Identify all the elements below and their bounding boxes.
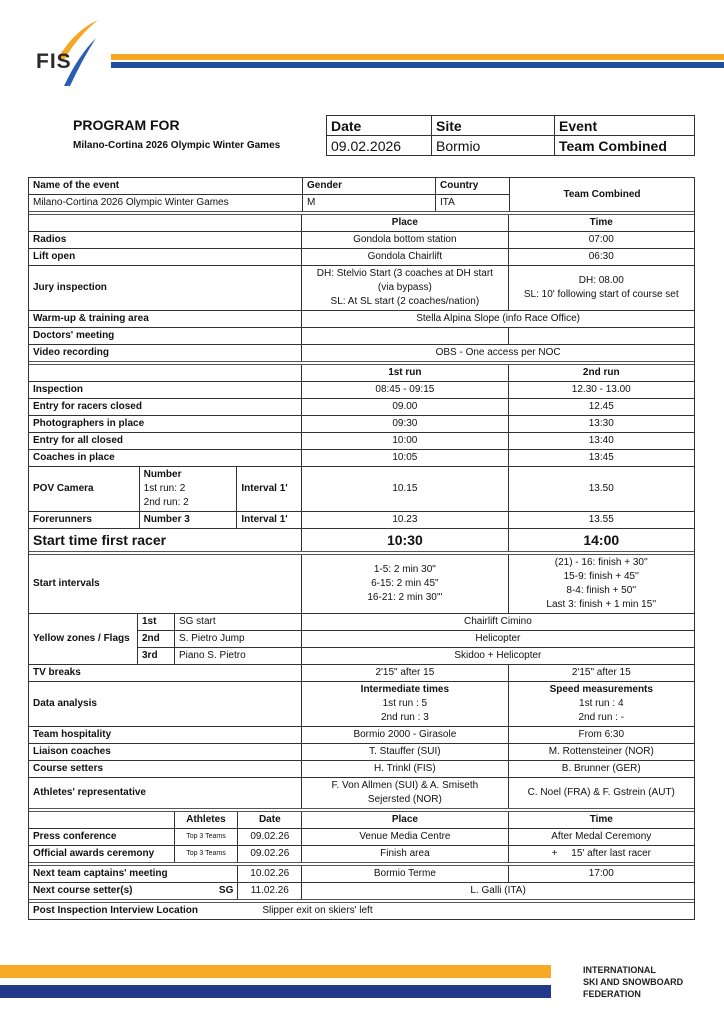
gender-value: M [302, 195, 435, 211]
row-label: Start time first racer [33, 532, 167, 548]
text-line: (21) - 16: finish + 30'' [554, 557, 648, 568]
row-label: Next team captains' meeting [33, 868, 168, 879]
run1-header: 1st run [301, 365, 507, 381]
ceremonies-header-row [29, 808, 694, 828]
row-label: Yellow zones / Flags [33, 633, 130, 644]
text-line: 1st run : 4 [579, 698, 624, 709]
top-stripe-orange [111, 54, 724, 60]
row-label: Liaison coaches [33, 746, 111, 757]
setter-discipline: SG [218, 885, 234, 896]
table-row [29, 398, 694, 415]
zone-name: SG start [174, 614, 301, 630]
country-label: Country [435, 178, 509, 194]
text-line: 15-9: finish + 45'' [563, 571, 639, 582]
date-value: 09.02.2026 [327, 136, 432, 156]
zone-ordinal: 3rd [142, 650, 158, 661]
row-label: Start intervals [33, 578, 100, 589]
merged-value: Stella Alpina Slope (info Race Office) [301, 311, 694, 327]
event-label: Event [555, 116, 695, 136]
top-stripe-blue [111, 62, 724, 68]
program-subtitle: Milano-Cortina 2026 Olympic Winter Games [73, 140, 281, 151]
value-a: H. Trinkl (FIS) [301, 761, 507, 777]
zone-name: S. Pietro Jump [174, 631, 301, 647]
row-label: Lift open [33, 251, 76, 262]
run1-value: 10:00 [301, 433, 507, 449]
table-row [29, 743, 694, 760]
run2-value: 13.55 [508, 512, 694, 528]
place-value: Venue Media Centre [301, 829, 507, 845]
site-value: Bormio [432, 136, 555, 156]
text-line: FEDERATION [583, 989, 641, 999]
yellow-zones-block [29, 613, 694, 664]
table-row [29, 760, 694, 777]
text-line: SL: 10' following start of course set [523, 289, 679, 300]
row-label: Inspection [33, 384, 84, 395]
run2-value: 13.50 [508, 467, 694, 511]
pov-number [139, 467, 237, 511]
start-intervals-row [29, 551, 694, 613]
table-row [29, 432, 694, 449]
date-value: 09.02.26 [237, 829, 301, 845]
text-line: DH: Stelvio Start (3 coaches at DH start [316, 268, 493, 279]
athletes-header: Athletes [174, 812, 238, 828]
speed-measurements [508, 682, 694, 726]
text-line: 2nd run : - [578, 712, 625, 723]
row-label: Data analysis [33, 698, 97, 709]
row-label: Athletes' representative [33, 787, 146, 798]
table-row [29, 327, 694, 344]
course-setter-row [29, 882, 694, 899]
event-block [29, 178, 694, 211]
row-label: Photographers in place [33, 418, 145, 429]
time-header: Time [508, 215, 694, 231]
row-label: Video recording [33, 347, 109, 358]
setter-label: Next course setter(s) [33, 885, 133, 896]
table-row [29, 231, 694, 248]
table-row [29, 265, 694, 310]
run2-value: 14:00 [508, 529, 694, 551]
run2-value: 12.30 - 13.00 [508, 382, 694, 398]
value-a [301, 778, 507, 808]
text-line: SL: At SL start (2 coaches/nation) [330, 296, 480, 307]
runs-header-row [29, 361, 694, 381]
number-value: Number 3 [139, 512, 237, 528]
interval-value: Interval 1' [236, 512, 301, 528]
athletes-rep-row [29, 777, 694, 808]
row-label: Post Inspection Interview Location [33, 905, 199, 916]
time-value: + 15' after last racer [508, 846, 694, 862]
zone-ordinal: 1st [142, 616, 157, 627]
forerunners-row [29, 511, 694, 528]
merged-value: OBS - One access per NOC [301, 345, 694, 361]
athletes-value: Top 3 Teams [174, 846, 238, 862]
table-row [29, 415, 694, 432]
start-time-row [29, 528, 694, 551]
value-b: C. Noel (FRA) & F. Gstrein (AUT) [508, 778, 694, 808]
text-line: 6-15: 2 min 45" [371, 578, 439, 589]
text-line: 1st run : 5 [382, 698, 428, 709]
header-info-table [326, 115, 695, 156]
program-table [28, 177, 695, 920]
value-b: M. Rottensteiner (NOR) [508, 744, 694, 760]
zone-name: Piano S. Pietro [174, 648, 301, 664]
run2-value: 13:30 [508, 416, 694, 432]
run2-value: 13:40 [508, 433, 694, 449]
row-label: TV breaks [33, 667, 81, 678]
row-label: Entry for all closed [33, 435, 124, 446]
time-value: After Medal Ceremony [508, 829, 694, 845]
row-label: Jury inspection [33, 282, 107, 293]
empty-cell [29, 365, 301, 381]
row-label: Doctors' meeting [33, 330, 115, 341]
row-label: Warm-up & training area [33, 313, 149, 324]
row-label: Forerunners [33, 514, 92, 525]
time-value: 17:00 [508, 866, 694, 882]
zone-value: Chairlift Cimino [301, 614, 694, 630]
table-row [29, 344, 694, 361]
general-header-row [29, 211, 694, 231]
table-row [29, 381, 694, 398]
intermediate-title: Intermediate times [360, 684, 450, 695]
text-line: 16-21: 2 min 30'" [367, 592, 443, 603]
text-line: 8-4: finish + 50'' [566, 585, 637, 596]
speed-title: Speed measurements [549, 684, 653, 695]
run2-header: 2nd run [508, 365, 694, 381]
athletes-value: Top 3 Teams [174, 829, 238, 845]
table-row [29, 845, 694, 862]
post-inspection-value: Slipper exit on skiers' left [262, 905, 373, 916]
time-value: 06:30 [508, 249, 694, 265]
date-label: Date [327, 116, 432, 136]
text-line: F. Von Allmen (SUI) & A. Smiseth [331, 780, 479, 791]
event-name-value: Milano-Cortina 2026 Olympic Winter Games [33, 197, 229, 208]
row-label: POV Camera [33, 483, 94, 494]
text-line: 1-5: 2 min 30" [373, 564, 436, 575]
text-line: INTERNATIONAL [583, 965, 656, 975]
run2-value: 2'15" after 15 [508, 665, 694, 681]
interval-value: Interval 1' [236, 467, 301, 511]
place-header: Place [301, 812, 507, 828]
run2-intervals [508, 555, 694, 613]
empty-cell [29, 215, 301, 231]
tv-breaks-row [29, 664, 694, 681]
site-label: Site [432, 116, 555, 136]
event-name-label: Name of the event [33, 180, 120, 191]
row-label: Coaches in place [33, 452, 115, 463]
discipline-value: Team Combined [509, 178, 694, 211]
date-value: 11.02.26 [237, 883, 301, 899]
row-label: Entry for racers closed [33, 401, 142, 412]
row-label: Official awards ceremony [33, 848, 155, 859]
run1-value: 09:30 [301, 416, 507, 432]
table-row [29, 248, 694, 265]
value-a: T. Stauffer (SUI) [301, 744, 507, 760]
setter-name: L. Galli (ITA) [301, 883, 694, 899]
country-value: ITA [435, 195, 509, 211]
value-b: From 6:30 [508, 727, 694, 743]
text-line: 2nd run: 2 [143, 497, 189, 508]
pov-camera-row [29, 466, 694, 511]
date-header: Date [237, 812, 301, 828]
row-label: Radios [33, 234, 67, 245]
row-label [29, 883, 237, 899]
time-header: Time [508, 812, 694, 828]
time-value: 07:00 [508, 232, 694, 248]
run1-value: 08:45 - 09:15 [301, 382, 507, 398]
value-b: B. Brunner (GER) [508, 761, 694, 777]
place-value: Bormio Terme [301, 866, 507, 882]
text-line: SKI AND SNOWBOARD [583, 977, 684, 987]
run1-value: 10:05 [301, 450, 507, 466]
table-row [29, 310, 694, 327]
empty-cell [29, 812, 174, 828]
intermediate-times [301, 682, 507, 726]
zone-value: Helicopter [301, 631, 694, 647]
date-value: 09.02.26 [237, 846, 301, 862]
time-value [508, 328, 694, 344]
run1-value: 10.23 [301, 512, 507, 528]
gender-label: Gender [302, 178, 435, 194]
run1-value: 2'15" after 15 [301, 665, 507, 681]
bottom-stripe-blue [0, 985, 551, 998]
text-line: DH: 08.00 [578, 275, 624, 286]
text-line: 2nd run : 3 [380, 712, 429, 723]
run2-value: 12.45 [508, 399, 694, 415]
value-a: Bormio 2000 - Girasole [301, 727, 507, 743]
text-line: (via bypass) [377, 282, 432, 293]
zone-row [138, 614, 694, 630]
run2-value: 13:45 [508, 450, 694, 466]
text-line: 1st run: 2 [143, 483, 186, 494]
text-line: Sejersted (NOR) [367, 794, 442, 805]
place-header: Place [301, 215, 507, 231]
text-line: Last 3: finish + 1 min 15'' [546, 599, 657, 610]
zone-row [138, 647, 694, 664]
captains-meeting-row [29, 862, 694, 882]
row-label: Press conference [33, 831, 117, 842]
table-row [29, 828, 694, 845]
date-value: 10.02.26 [237, 866, 301, 882]
row-label: Team hospitality [33, 729, 112, 740]
post-inspection-row [29, 899, 694, 919]
place-value: Gondola bottom station [301, 232, 507, 248]
time-value [508, 266, 694, 310]
table-row [29, 726, 694, 743]
place-value: Gondola Chairlift [301, 249, 507, 265]
run1-value: 09.00 [301, 399, 507, 415]
row-label: Course setters [33, 763, 104, 774]
zone-row [138, 630, 694, 647]
place-value [301, 328, 507, 344]
zone-ordinal: 2nd [142, 633, 160, 644]
number-title: Number [143, 469, 182, 480]
fis-logo-text: FIS [36, 50, 72, 73]
place-value: Finish area [301, 846, 507, 862]
bottom-stripe-orange [0, 965, 551, 978]
zone-value: Skidoo + Helicopter [301, 648, 694, 664]
program-title: PROGRAM FOR [73, 117, 180, 133]
table-row [29, 449, 694, 466]
place-value [301, 266, 507, 310]
run1-value: 10.15 [301, 467, 507, 511]
run1-intervals [301, 555, 507, 613]
run1-value: 10:30 [301, 529, 507, 551]
event-value: Team Combined [555, 136, 695, 156]
federation-name [583, 964, 683, 1000]
data-analysis-row [29, 681, 694, 726]
